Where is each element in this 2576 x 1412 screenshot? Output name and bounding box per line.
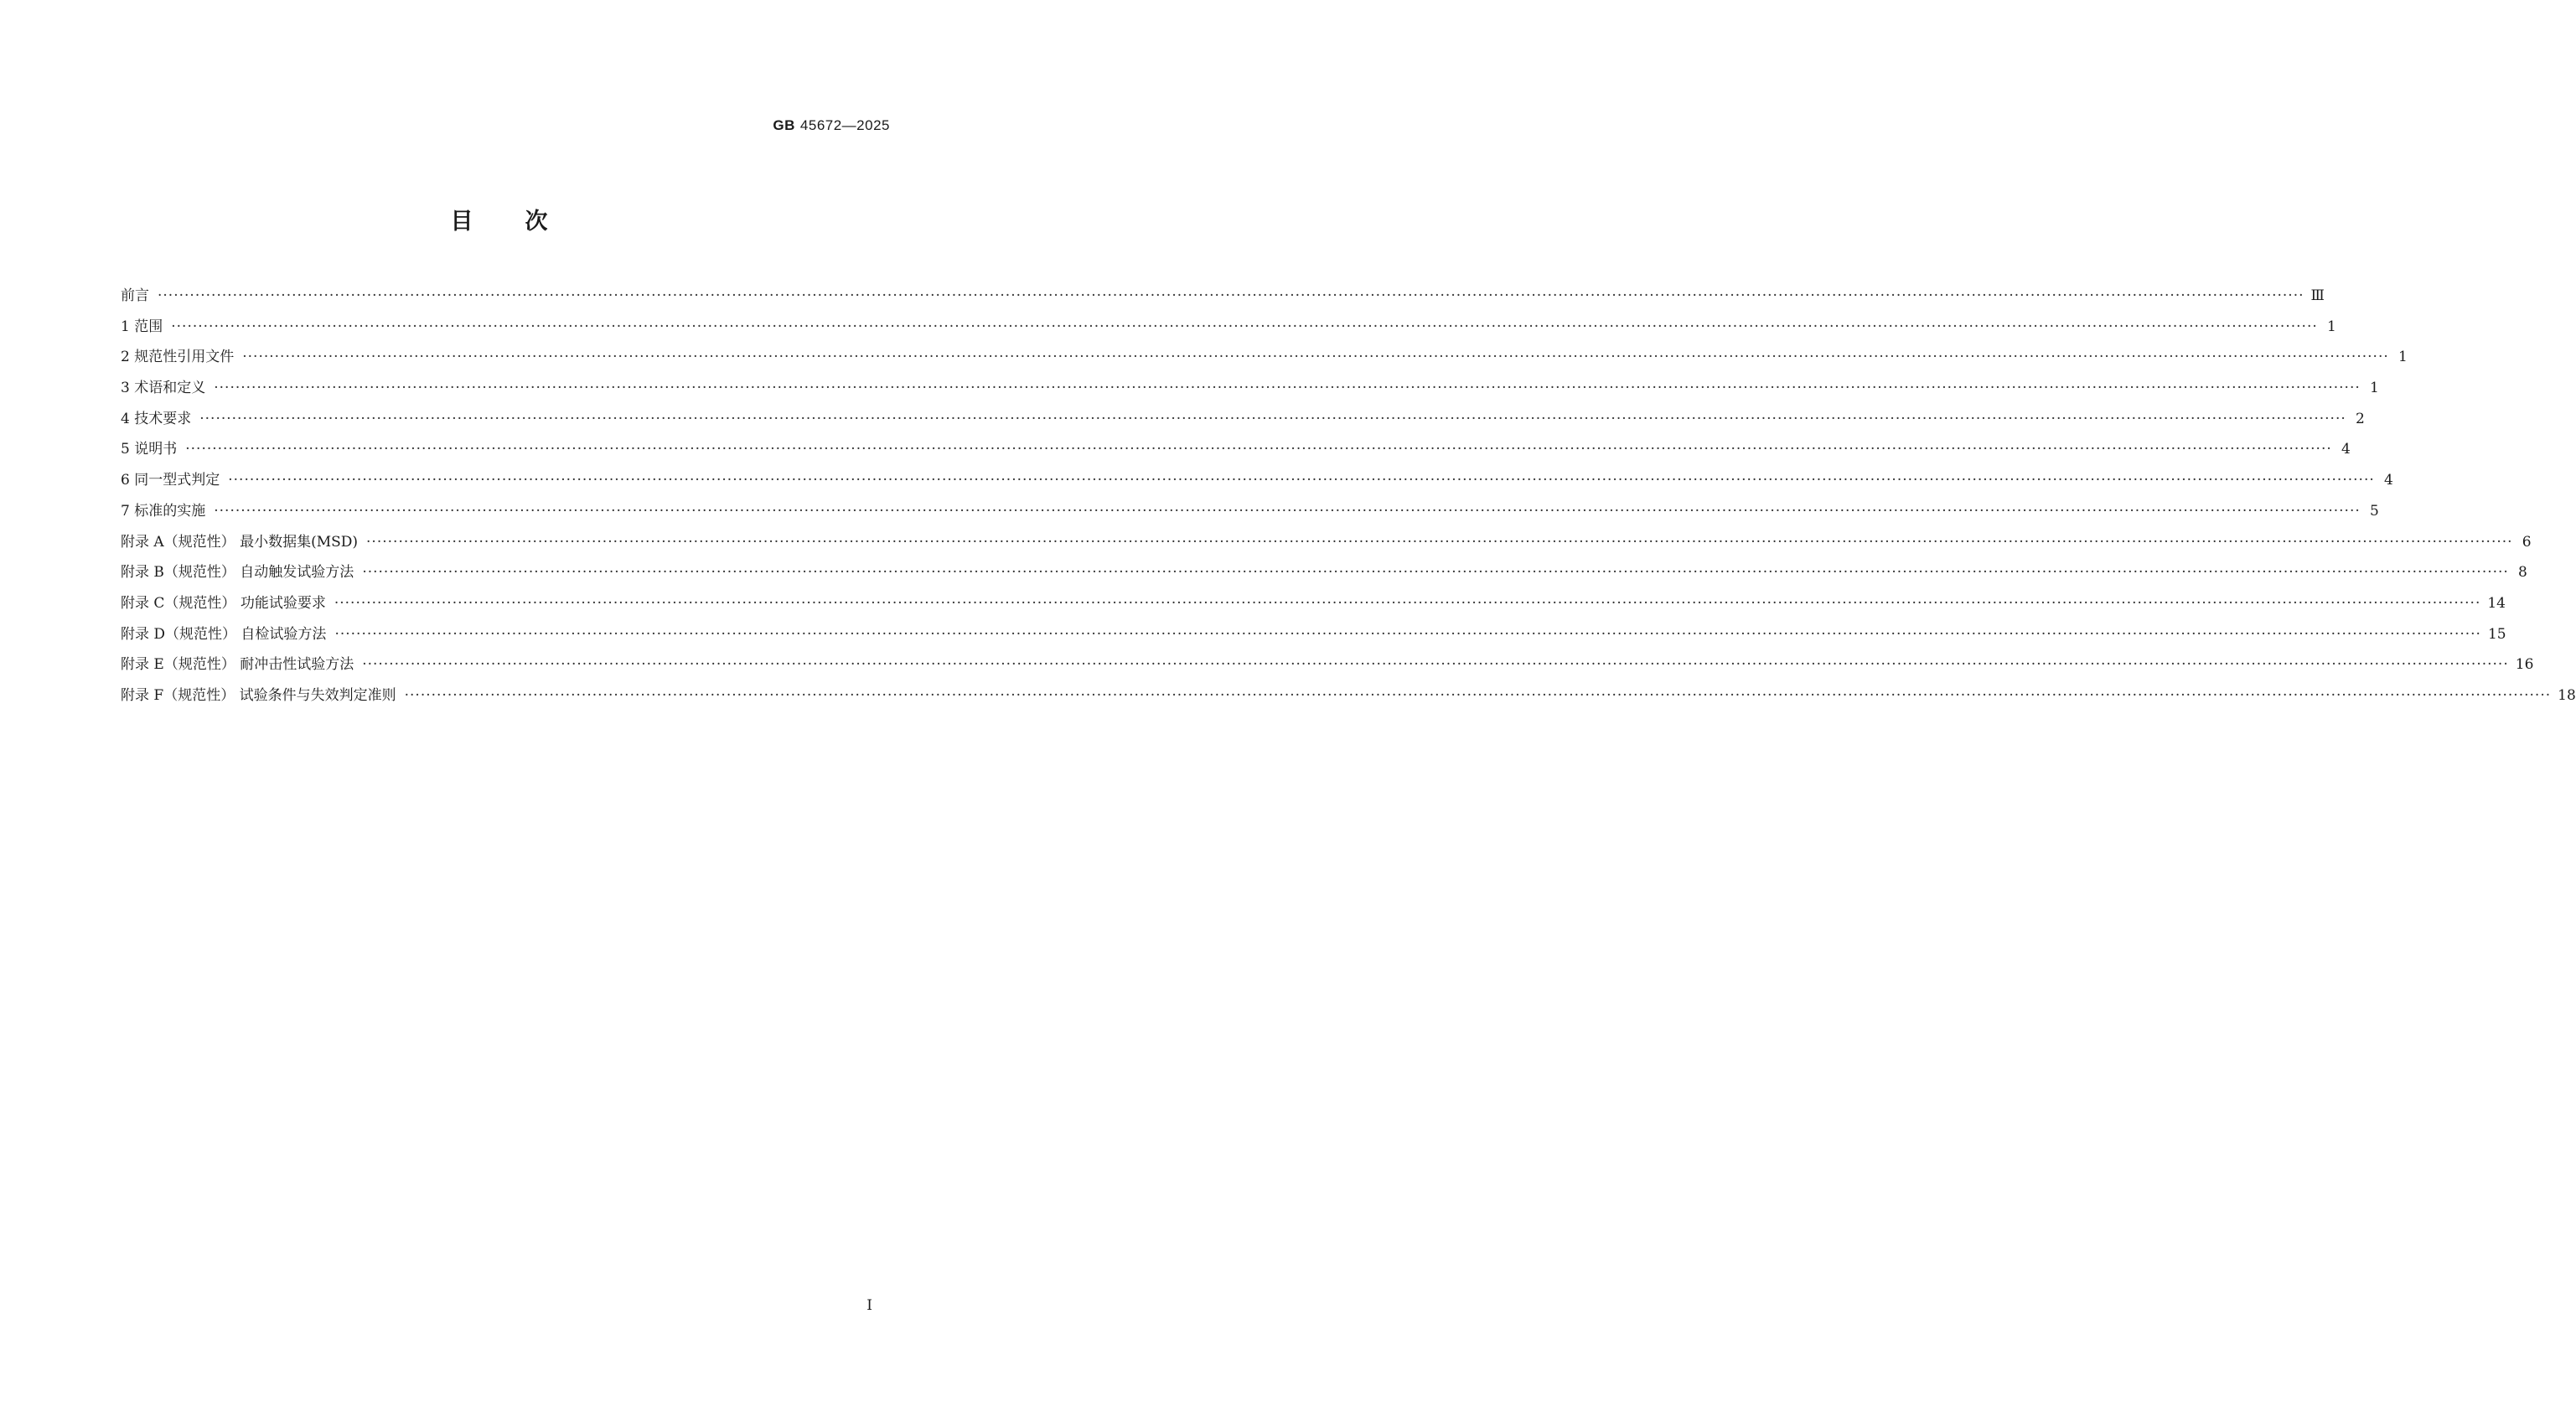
toc-dot-leader: ················································································································································································································································································································································································································ <box>214 380 2361 397</box>
toc-entry-page: 18 <box>2558 686 2576 704</box>
toc-entry-page: 1 <box>2369 380 2379 397</box>
toc-dot-leader: ················································································································································································································································································································································································································ <box>228 472 2375 489</box>
toc-dot-leader: ················································································································································································································································································································································································································ <box>362 656 2509 674</box>
toc-entry-label: 附录 C（规范性） 功能试验要求 <box>121 594 326 612</box>
toc-entry-label: 附录 E（规范性） 耐冲击性试验方法 <box>121 656 354 674</box>
toc-dot-leader: ················································································································································································································································································································································································································ <box>199 410 2346 427</box>
toc-dot-leader: ················································································································································································································································································································································································································ <box>158 287 2304 304</box>
toc-entry-page: 16 <box>2515 656 2534 674</box>
toc-entry-label: 6 同一型式判定 <box>121 472 220 489</box>
toc-entry-page: Ⅲ <box>2310 287 2325 304</box>
page-number: Ⅰ <box>866 1297 872 1314</box>
toc-entry-page: 14 <box>2487 594 2506 612</box>
toc-entry-page: 1 <box>2398 349 2408 366</box>
toc-entry-page: 8 <box>2518 564 2527 582</box>
toc-entry-page: 4 <box>2383 472 2393 489</box>
page-title: 目次 <box>450 209 600 235</box>
toc-entry[interactable] <box>121 499 2379 530</box>
toc-entry-label: 4 技术要求 <box>121 410 192 427</box>
toc-entry[interactable] <box>121 406 2365 437</box>
toc-entry-label: 5 说明书 <box>121 441 178 458</box>
toc-entry[interactable] <box>121 560 2527 591</box>
toc-dot-leader: ················································································································································································································································································································································································································ <box>334 625 2481 643</box>
toc-dot-leader: ················································································································································································································································································································································································································ <box>334 594 2481 612</box>
toc-entry-label: 附录 D（规范性） 自检试验方法 <box>121 625 327 643</box>
toc-entry[interactable] <box>121 468 2393 499</box>
toc-entry[interactable] <box>121 591 2506 622</box>
standard-code-prefix: GB <box>773 117 795 133</box>
toc-entry-label: 附录 B（规范性） 自动触发试验方法 <box>121 564 354 582</box>
toc-entry-page: 4 <box>2341 441 2351 458</box>
toc-entry-label: 附录 F（规范性） 试验条件与失效判定准则 <box>121 686 396 704</box>
toc-entry[interactable] <box>121 283 2325 314</box>
toc-dot-leader: ················································································································································································································································································································································································································ <box>366 533 2513 551</box>
toc-entry-page: 1 <box>2326 318 2336 335</box>
toc-entry-label: 附录 A（规范性） 最小数据集(MSD) <box>121 533 359 551</box>
toc-dot-leader: ················································································································································································································································································································································································································ <box>171 318 2318 335</box>
toc-entry-label: 7 标准的实施 <box>121 502 206 520</box>
toc-entry-page: 5 <box>2369 502 2379 520</box>
toc-dot-leader: ················································································································································································································································································································································································································ <box>214 502 2361 520</box>
toc-entry-label: 2 规范性引用文件 <box>121 349 235 366</box>
toc-entry[interactable] <box>121 375 2379 406</box>
toc-entry[interactable] <box>121 314 2336 345</box>
toc-entry-page: 2 <box>2355 410 2365 427</box>
toc-entry[interactable] <box>121 683 2576 714</box>
standard-code-number: 45672—2025 <box>799 117 890 133</box>
toc-entry-label: 1 范围 <box>121 318 163 335</box>
toc-entry-label: 前言 <box>121 287 149 304</box>
toc-entry[interactable] <box>121 652 2534 683</box>
toc-entry-page: 6 <box>2522 533 2532 551</box>
toc-entry[interactable] <box>121 530 2532 561</box>
toc-entry[interactable] <box>121 437 2351 468</box>
toc-entry[interactable] <box>121 622 2506 653</box>
toc-dot-leader: ················································································································································································································································································································································································································ <box>362 564 2509 582</box>
toc-entry[interactable] <box>121 344 2408 375</box>
toc-dot-leader: ················································································································································································································································································································································································································ <box>185 441 2332 458</box>
toc-dot-leader: ················································································································································································································································································································································································································ <box>404 686 2552 704</box>
toc-entry-page: 15 <box>2487 625 2506 643</box>
toc-dot-leader: ················································································································································································································································································································································································································ <box>242 349 2389 366</box>
standard-code <box>773 117 890 134</box>
table-of-contents <box>121 283 2576 714</box>
toc-entry-label: 3 术语和定义 <box>121 380 206 397</box>
